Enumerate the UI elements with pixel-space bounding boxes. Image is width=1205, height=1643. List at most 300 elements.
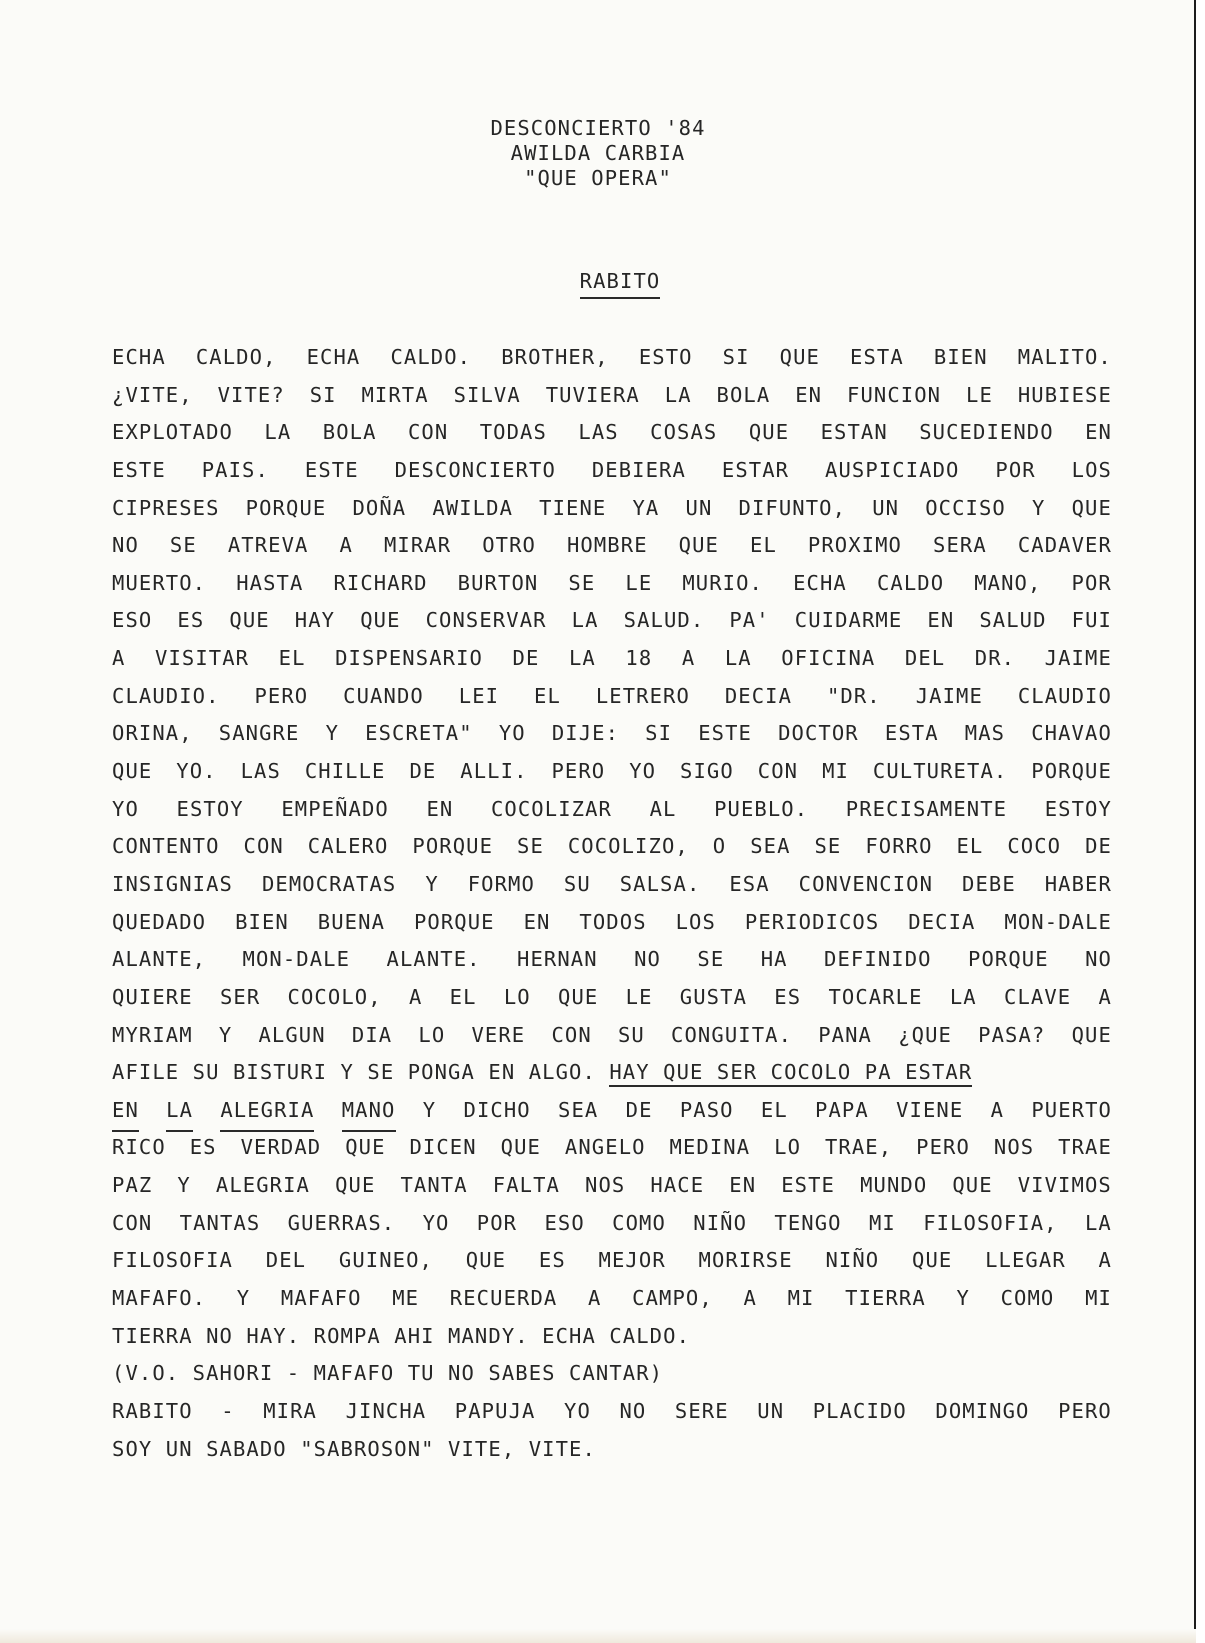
word: A	[588, 1286, 602, 1311]
word: LEI	[458, 683, 500, 708]
word: DIJE:	[551, 721, 620, 746]
word: DR.	[974, 646, 1016, 671]
word: QUE	[360, 608, 401, 633]
word: OCCISO	[925, 495, 1006, 520]
word: SERA	[933, 533, 987, 558]
word: PERO	[551, 759, 606, 784]
word: NOS	[993, 1135, 1035, 1160]
word: PERO	[1058, 1398, 1112, 1423]
word: LOS	[1071, 457, 1112, 482]
word: DEFINIDO	[824, 947, 932, 972]
word: MANO,	[974, 570, 1042, 595]
word: HOMBRE	[566, 533, 648, 558]
word: YO	[422, 1210, 450, 1235]
word: JINCHA	[345, 1398, 427, 1423]
word: QUE	[912, 1248, 953, 1273]
word: CALDO.	[390, 345, 472, 369]
word: Y	[1031, 495, 1046, 520]
word: COCOLO,	[287, 984, 382, 1009]
word: TENGO	[774, 1210, 842, 1235]
word: ALEGRIA	[215, 1173, 311, 1198]
word: NO	[112, 533, 139, 558]
word: PAPA	[815, 1097, 869, 1122]
word: NIÑO	[693, 1210, 748, 1235]
word: FUI	[1071, 608, 1112, 633]
word: MIRAR	[383, 533, 452, 558]
word: ESTO	[638, 345, 693, 369]
word: HASTA	[236, 570, 304, 595]
word: DECIA	[908, 909, 976, 934]
word: SI	[309, 382, 337, 407]
word: LETRERO	[595, 683, 690, 708]
word: A	[339, 533, 353, 558]
word: QUE	[335, 1173, 376, 1198]
word: TRAE,	[824, 1135, 893, 1160]
word: LO	[503, 984, 531, 1009]
word: ¿QUE	[898, 1022, 952, 1047]
word: CALDO,	[195, 345, 277, 369]
word: CULTURETA.	[872, 759, 1008, 784]
word: ESO	[112, 608, 153, 633]
word: PLACIDO	[812, 1398, 907, 1423]
word: ATREVA	[227, 533, 309, 558]
word: MAS	[964, 721, 1006, 746]
word: CONGUITA.	[671, 1022, 793, 1047]
word: YO	[564, 1398, 591, 1423]
word: BUENA	[317, 909, 386, 934]
word: LA	[664, 382, 692, 407]
word: DECIA	[724, 683, 793, 708]
word: GUERRAS.	[287, 1210, 396, 1235]
word: BOLA	[322, 420, 377, 445]
word: ESTE	[781, 1173, 835, 1198]
text-line	[112, 982, 1112, 1020]
word: DIFUNTO,	[738, 495, 847, 520]
word: MUERTO.	[112, 570, 207, 595]
word: ESA	[729, 871, 770, 896]
text-line	[112, 1132, 1112, 1170]
word: CHILLE	[304, 759, 386, 784]
word: -	[221, 1398, 235, 1423]
word: LA	[166, 1095, 193, 1133]
word: SALUD.	[623, 608, 705, 633]
word: EL	[278, 646, 306, 671]
word: ES	[189, 1135, 217, 1160]
word: CONVENCION	[798, 871, 934, 896]
text-line	[112, 831, 1112, 869]
word: RABITO	[112, 1398, 193, 1423]
monologue-text	[112, 342, 1112, 1471]
word: PORQUE	[245, 495, 327, 520]
word: COMO	[1000, 1286, 1055, 1311]
word: DEMOCRATAS	[261, 871, 397, 896]
word: O	[712, 834, 727, 859]
word: MORIRSE	[698, 1248, 793, 1273]
text-line	[112, 455, 1112, 493]
word: DOCTOR	[778, 721, 859, 746]
word: AUSPICIADO	[825, 457, 960, 482]
word: GUINEO,	[338, 1248, 433, 1273]
word: BROTHER,	[501, 345, 609, 369]
word: CALERO	[307, 834, 389, 859]
word: VIENE	[896, 1097, 964, 1122]
word: AL	[649, 796, 677, 821]
word: QUE	[558, 984, 599, 1009]
word: Y	[422, 1097, 437, 1122]
word: FILOSOFIA,	[923, 1210, 1058, 1235]
word: SALUD	[979, 608, 1047, 633]
word: LO	[774, 1135, 802, 1160]
word: ESO	[544, 1210, 585, 1235]
word: POR	[995, 457, 1036, 482]
word: ES	[177, 608, 205, 633]
word: ME	[392, 1286, 420, 1311]
word: YA	[632, 495, 660, 520]
word: MYRIAM	[112, 1022, 193, 1047]
word: EN	[1085, 420, 1112, 445]
text-line: SOY UN SABADO "SABROSON" VITE, VITE.	[112, 1436, 596, 1461]
word: HA	[760, 947, 788, 972]
word: MEDINA	[669, 1135, 751, 1160]
word: EN	[927, 608, 955, 633]
word: PORQUE	[413, 909, 495, 934]
word: MAFAFO	[280, 1286, 362, 1311]
word: QUE	[748, 420, 790, 445]
word: QUE	[779, 345, 820, 369]
word: A	[681, 646, 696, 671]
word: Y	[956, 1286, 970, 1311]
word: CLAVE	[1004, 984, 1072, 1009]
word: NO	[634, 947, 661, 972]
word: QUE	[112, 759, 153, 784]
word: PASA?	[978, 1022, 1046, 1047]
text-line	[112, 1283, 1112, 1321]
word: LA	[1084, 1210, 1112, 1235]
word: SI	[722, 345, 750, 369]
word: ESTAN	[820, 420, 888, 445]
word: ALLI.	[460, 759, 528, 784]
text-line	[112, 756, 1112, 794]
word: ESTOY	[176, 796, 244, 821]
word: HABER	[1044, 871, 1112, 896]
text-line	[112, 944, 1112, 982]
text-line	[112, 643, 1112, 681]
word: EL	[750, 533, 777, 558]
word: SI	[645, 721, 673, 746]
word: COCO	[1007, 834, 1062, 859]
word: EL	[534, 683, 561, 708]
word: ESTE	[112, 457, 166, 482]
word: Y	[425, 871, 439, 896]
word: SIGO	[680, 759, 734, 784]
word: A	[990, 1097, 1005, 1122]
word: BIEN	[235, 909, 289, 934]
word: LA	[724, 646, 752, 671]
word: SE	[814, 834, 842, 859]
word: RICO	[112, 1135, 166, 1160]
word: COCOLIZAR	[490, 796, 612, 821]
word: AWILDA	[432, 495, 514, 520]
word: DOÑA	[352, 495, 407, 520]
word: UN	[872, 495, 900, 520]
word: DEL	[265, 1248, 307, 1273]
word: LE	[625, 984, 653, 1009]
word: ECHA	[112, 345, 166, 369]
text-line	[112, 568, 1112, 606]
word: DEBE	[962, 871, 1016, 896]
word: MURIO.	[682, 570, 763, 595]
text-line	[112, 1095, 1112, 1133]
word: BOLA	[716, 382, 771, 407]
word: NO	[619, 1398, 647, 1423]
word: TANTA	[400, 1173, 468, 1198]
word: CUANDO	[343, 683, 424, 708]
word: PAPUJA	[454, 1398, 536, 1423]
word: MON-DALE	[242, 947, 351, 972]
word: CIPRESES	[112, 495, 220, 520]
word: ECHA	[306, 345, 361, 369]
word: SU	[617, 1022, 645, 1047]
word: VITE?	[217, 382, 285, 407]
word: MEJOR	[598, 1248, 666, 1273]
word: ESTE	[304, 457, 359, 482]
word: LO	[418, 1022, 446, 1047]
word: MUNDO	[860, 1173, 928, 1198]
word: Y	[325, 721, 340, 746]
text-line	[112, 1208, 1112, 1246]
word: PORQUE	[412, 834, 494, 859]
word: DIA	[351, 1022, 393, 1047]
underlined-text: HAY QUE SER COCOLO PA ESTAR	[609, 1060, 972, 1087]
word: CLAUDIO.	[112, 683, 220, 708]
word: INSIGNIAS	[112, 871, 233, 896]
document-header	[0, 116, 1196, 191]
word: Y	[218, 1022, 233, 1047]
text-segment: AFILE SU BISTURI Y SE PONGA EN ALGO.	[112, 1060, 610, 1085]
word: PAIS.	[201, 457, 269, 482]
word: MI	[868, 1210, 896, 1235]
text-line	[112, 794, 1112, 832]
text-line	[112, 1170, 1112, 1208]
word: PERIODICOS	[744, 909, 880, 934]
word: JAIME	[915, 683, 983, 708]
word: PORQUE	[1031, 759, 1112, 784]
word: VIVIMOS	[1017, 1173, 1112, 1198]
word: CON	[551, 1022, 592, 1047]
word: ESTOY	[1044, 796, 1112, 821]
word: ORINA,	[112, 721, 193, 746]
word: MIRA	[263, 1398, 318, 1423]
text-line: TIERRA NO HAY. ROMPA AHI MANDY. ECHA CALDO.	[112, 1323, 691, 1348]
word: TIERRA	[845, 1286, 926, 1311]
word: MALITO.	[1017, 345, 1112, 369]
word: SE	[568, 570, 596, 595]
word: EN	[729, 1173, 757, 1198]
word: EMPEÑADO	[281, 796, 389, 821]
word: CLAUDIO	[1017, 683, 1112, 708]
word: QUE	[500, 1135, 541, 1160]
word: DE	[1085, 834, 1112, 859]
word: 18	[625, 646, 653, 671]
word: PERO	[916, 1135, 970, 1160]
word: QUE	[1071, 1022, 1112, 1047]
word: POR	[1071, 570, 1112, 595]
word: CON	[243, 834, 284, 859]
word: DE	[409, 759, 437, 784]
text-line	[112, 605, 1112, 643]
word: VERDAD	[240, 1135, 322, 1160]
word: QUIERE	[112, 984, 193, 1009]
word: HAY	[294, 608, 336, 633]
word: EN	[523, 909, 551, 934]
word: TUVIERA	[545, 382, 640, 407]
word: EXPLOTADO	[112, 420, 233, 445]
word: MAFAFO.	[112, 1286, 207, 1311]
word: SILVA	[453, 382, 521, 407]
word: BURTON	[457, 570, 539, 595]
word: ¿VITE,	[112, 382, 193, 407]
text-line	[112, 1020, 1112, 1058]
text-line	[112, 530, 1112, 568]
text-line: (V.O. SAHORI - MAFAFO TU NO SABES CANTAR)	[112, 1361, 664, 1386]
word: BIEN	[933, 345, 988, 369]
word: SEA	[750, 834, 791, 859]
word: ESCRETA"	[365, 721, 473, 746]
text-line	[112, 681, 1112, 719]
word: HERNAN	[517, 947, 598, 972]
word: POR	[476, 1210, 518, 1235]
word: NIÑO	[825, 1248, 880, 1273]
word: EL	[449, 984, 477, 1009]
word: COCOLIZO,	[567, 834, 689, 859]
word: ESTA	[884, 721, 939, 746]
word: CON	[112, 1210, 153, 1235]
word: CON	[757, 759, 799, 784]
word: ESTAR	[721, 457, 790, 482]
word: PANA	[818, 1022, 872, 1047]
word: OFICINA	[781, 646, 876, 671]
word: CUIDARME	[794, 608, 903, 633]
word: A	[1098, 1248, 1112, 1273]
word: GUSTA	[679, 984, 748, 1009]
word: HACE	[650, 1173, 705, 1198]
word: MANO	[342, 1095, 396, 1133]
word: ANGELO	[564, 1135, 646, 1160]
word: VERE	[471, 1022, 526, 1047]
word: PORQUE	[968, 947, 1049, 972]
word: FORRO	[865, 834, 933, 859]
word: ALANTE,	[112, 947, 207, 972]
word: DEL	[904, 646, 946, 671]
word: YO.	[176, 759, 217, 784]
word: PROXIMO	[807, 533, 903, 558]
word: SALSA.	[619, 871, 701, 896]
word: VISITAR	[155, 646, 250, 671]
word: MI	[822, 759, 849, 784]
word: MIRTA	[361, 382, 429, 407]
word: LA	[571, 608, 599, 633]
word: ALANTE.	[386, 947, 481, 972]
text-line	[112, 380, 1112, 418]
word: SE	[517, 834, 544, 859]
word: JAIME	[1044, 646, 1112, 671]
word: FALTA	[492, 1173, 560, 1198]
word: CON	[407, 420, 449, 445]
word: A	[112, 646, 126, 671]
word: DEBIERA	[591, 457, 686, 482]
word: SER	[219, 984, 261, 1009]
text-line	[112, 1245, 1112, 1283]
word: CONSERVAR	[425, 608, 547, 633]
word: LA	[264, 420, 292, 445]
word: SANGRE	[218, 721, 300, 746]
word: MON-DALE	[1004, 909, 1112, 934]
word: DICEN	[409, 1135, 477, 1160]
word: Y	[177, 1173, 191, 1198]
word: QUE	[345, 1135, 386, 1160]
word: LE	[966, 382, 993, 407]
text-line	[112, 907, 1112, 945]
word: TRAE	[1058, 1135, 1112, 1160]
word: PAZ	[112, 1173, 153, 1198]
word: DE	[512, 646, 540, 671]
word: Y	[236, 1286, 251, 1311]
text-line	[112, 1396, 1112, 1434]
word: "DR.	[826, 683, 881, 708]
word: SEA	[558, 1097, 599, 1122]
word: ECHA	[793, 570, 847, 595]
word: LAS	[578, 420, 619, 445]
word: LE	[625, 570, 653, 595]
word: A	[743, 1286, 757, 1311]
word: A	[1098, 984, 1112, 1009]
word: COSAS	[650, 420, 718, 445]
word: CALDO	[876, 570, 945, 595]
page-bottom-edge	[0, 1629, 1196, 1643]
word: SE	[169, 533, 197, 558]
word: QUE	[952, 1173, 993, 1198]
word: PRECISAMENTE	[845, 796, 1008, 821]
header-line-subtitle: "QUE OPERA"	[524, 166, 672, 190]
word: PUERTO	[1031, 1097, 1112, 1122]
word: CHAVAO	[1031, 721, 1112, 746]
word: YO	[629, 759, 657, 784]
text-line	[112, 718, 1112, 756]
word: ESTE	[698, 721, 752, 746]
word: PUEBLO.	[714, 796, 809, 821]
word: SE	[697, 947, 725, 972]
word: PERO	[254, 683, 309, 708]
word: DOMINGO	[935, 1398, 1030, 1423]
word: EL	[760, 1097, 788, 1122]
word: QUE	[1071, 495, 1112, 520]
word: ALGUN	[258, 1022, 326, 1047]
word: ALEGRIA	[220, 1095, 314, 1133]
word: EN	[795, 382, 823, 407]
word: FORMO	[467, 871, 535, 896]
text-line	[112, 1057, 1112, 1095]
word: FUNCION	[847, 382, 942, 407]
word: LAS	[240, 759, 281, 784]
word: CAMPO,	[632, 1286, 713, 1311]
word: FILOSOFIA	[112, 1248, 233, 1273]
word: PA'	[729, 608, 770, 633]
word: RECUERDA	[449, 1286, 558, 1311]
word: DESCONCIERTO	[394, 457, 556, 482]
section-title	[0, 269, 1205, 299]
word: SERE	[674, 1398, 729, 1423]
word: TOCARLE	[828, 984, 923, 1009]
